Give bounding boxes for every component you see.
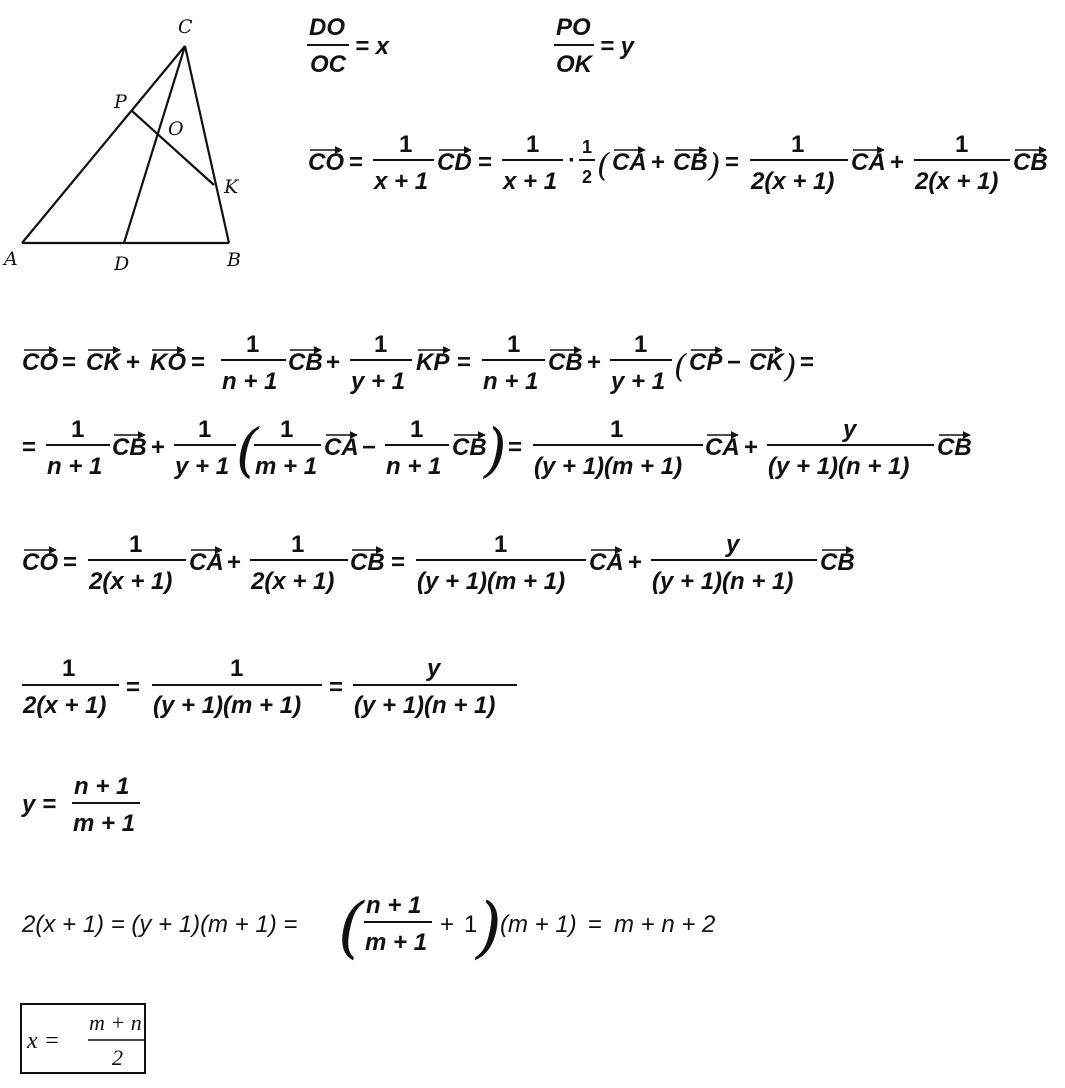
svg-text:y: y (843, 416, 857, 443)
svg-text:=: = (800, 349, 815, 376)
svg-text:CB: CB (548, 349, 583, 376)
svg-text:−: − (362, 434, 377, 461)
svg-text:CA: CA (589, 549, 624, 576)
svg-text:y + 1: y + 1 (175, 453, 230, 480)
svg-text:=: = (588, 911, 603, 938)
svg-text:=: = (126, 674, 141, 701)
label-c: C (178, 16, 193, 38)
label-p: P (114, 91, 127, 113)
svg-text:n + 1: n + 1 (386, 453, 442, 480)
co-via-k-line1 (22, 331, 814, 395)
svg-text:=: = (22, 434, 37, 461)
svg-text:(: ( (338, 889, 364, 966)
svg-text:1: 1 (955, 131, 969, 158)
svg-text:(y + 1)(n + 1): (y + 1)(n + 1) (652, 568, 794, 595)
svg-text:CA: CA (851, 149, 886, 176)
svg-text:CD: CD (437, 149, 472, 176)
svg-text:2(x + 1): 2(x + 1) (915, 168, 999, 195)
svg-text:DO: DO (309, 14, 345, 41)
svg-text:=: = (349, 149, 364, 176)
svg-text:CB: CB (673, 149, 708, 176)
svg-text:2: 2 (112, 1045, 123, 1070)
svg-text:1: 1 (399, 131, 413, 158)
svg-text:1: 1 (526, 131, 540, 158)
svg-text:=: = (62, 349, 77, 376)
svg-text:=: = (478, 149, 493, 176)
svg-text:+: + (151, 434, 166, 461)
svg-text:=: = (391, 549, 406, 576)
svg-text:1: 1 (634, 331, 648, 358)
svg-text:CA: CA (324, 434, 359, 461)
svg-text:(m + 1): (m + 1) (500, 911, 577, 938)
svg-text:CB: CB (820, 549, 855, 576)
svg-text:1: 1 (230, 655, 244, 682)
svg-text:1: 1 (280, 416, 294, 443)
svg-text:1: 1 (291, 531, 305, 558)
svg-text:2: 2 (582, 167, 593, 187)
svg-text:=: = (63, 549, 78, 576)
svg-text:+: + (326, 349, 341, 376)
label-b: B (227, 249, 241, 271)
svg-text:CA: CA (705, 434, 740, 461)
svg-text:CB: CB (112, 434, 147, 461)
svg-text:PO: PO (556, 14, 591, 41)
svg-text:CB: CB (1013, 149, 1048, 176)
ratio-x-equation (307, 14, 391, 78)
svg-text:n + 1: n + 1 (222, 368, 278, 395)
svg-text:CB: CB (452, 434, 487, 461)
final-answer-box (20, 1003, 146, 1074)
ratio-y-equation (554, 14, 636, 78)
final-answer (22, 1005, 144, 1072)
svg-text:n + 1: n + 1 (74, 773, 130, 800)
label-o: O (168, 118, 184, 140)
svg-text:CO: CO (22, 549, 58, 576)
svg-text:(: ( (597, 146, 610, 184)
svg-text:CA: CA (189, 549, 224, 576)
svg-text:(y + 1)(m + 1): (y + 1)(m + 1) (153, 692, 302, 719)
y-result-equation (21, 773, 140, 837)
svg-text:y + 1: y + 1 (351, 368, 406, 395)
svg-text:(y + 1)(n + 1): (y + 1)(n + 1) (354, 692, 496, 719)
svg-text:1: 1 (610, 416, 624, 443)
svg-text:2(x + 1): 2(x + 1) (751, 168, 835, 195)
svg-text:=: = (508, 434, 523, 461)
svg-text:CO: CO (308, 149, 344, 176)
svg-text:2(x + 1): 2(x + 1) (251, 568, 335, 595)
svg-text:1: 1 (464, 911, 478, 938)
svg-text:): ) (784, 347, 797, 385)
svg-text:1: 1 (374, 331, 388, 358)
svg-text:n + 1: n + 1 (366, 892, 422, 919)
svg-text:KP: KP (416, 349, 450, 376)
svg-text:+: + (440, 911, 455, 938)
svg-text:(y + 1)(m + 1): (y + 1)(m + 1) (417, 568, 566, 595)
label-k: K (224, 176, 239, 198)
svg-text:y: y (427, 655, 441, 682)
svg-text:(: ( (236, 416, 259, 484)
svg-text:KO: KO (150, 349, 186, 376)
svg-text:x + 1: x + 1 (374, 168, 429, 195)
svg-text:+: + (744, 434, 759, 461)
svg-text:=: = (191, 349, 206, 376)
label-d: D (114, 253, 130, 275)
svg-text:x =: x = (27, 1028, 60, 1054)
svg-text:1: 1 (62, 655, 76, 682)
svg-text:2(x + 1): 2(x + 1) (23, 692, 107, 719)
svg-text:1: 1 (198, 416, 212, 443)
svg-text:+: + (587, 349, 602, 376)
svg-text:y + 1: y + 1 (611, 368, 666, 395)
svg-text:): ) (484, 416, 507, 484)
x-derivation-equation (21, 889, 715, 966)
svg-text:= x: = x (355, 33, 390, 60)
svg-text:1: 1 (791, 131, 805, 158)
svg-text:+: + (628, 549, 643, 576)
coefficient-equality (22, 655, 517, 719)
label-a: A (4, 248, 18, 270)
svg-text:1: 1 (507, 331, 521, 358)
svg-text:−: − (727, 349, 742, 376)
svg-text:x + 1: x + 1 (503, 168, 558, 195)
svg-text:1: 1 (582, 137, 593, 157)
svg-text:1: 1 (246, 331, 260, 358)
co-via-k-line2 (22, 416, 972, 484)
svg-text:y =: y = (22, 791, 57, 818)
svg-text:2(x + 1): 2(x + 1) (89, 568, 173, 595)
svg-text:1: 1 (71, 416, 85, 443)
svg-text:+: + (651, 149, 666, 176)
svg-text:2(x + 1) = (y + 1)(m + 1) =: 2(x + 1) = (y + 1)(m + 1) = (22, 911, 298, 938)
svg-text:(y + 1)(m + 1): (y + 1)(m + 1) (534, 453, 683, 480)
svg-text:m + 1: m + 1 (255, 453, 318, 480)
svg-text:CB: CB (288, 349, 323, 376)
svg-text:CP: CP (689, 349, 723, 376)
svg-text:m + n + 2: m + n + 2 (614, 911, 716, 938)
svg-text:m + 1: m + 1 (73, 810, 136, 837)
svg-text:=: = (725, 149, 740, 176)
svg-text:CA: CA (612, 149, 647, 176)
svg-text:CO: CO (22, 349, 58, 376)
svg-text:1: 1 (494, 531, 508, 558)
svg-text:n + 1: n + 1 (47, 453, 103, 480)
svg-text:(: ( (674, 347, 687, 385)
svg-text:+: + (890, 149, 905, 176)
svg-text:CB: CB (937, 434, 972, 461)
svg-text:m + 1: m + 1 (365, 929, 428, 956)
co-compare-equation (22, 531, 855, 595)
svg-text:(y + 1)(n + 1): (y + 1)(n + 1) (768, 453, 910, 480)
svg-text:CK: CK (749, 349, 784, 376)
svg-text:): ) (708, 146, 721, 184)
svg-text:=: = (329, 674, 344, 701)
svg-text:·: · (568, 147, 576, 174)
svg-text:OC: OC (310, 51, 346, 78)
svg-text:+: + (126, 349, 141, 376)
svg-text:CK: CK (86, 349, 121, 376)
svg-text:1: 1 (129, 531, 143, 558)
svg-text:=: = (457, 349, 472, 376)
svg-text:1: 1 (410, 416, 424, 443)
svg-text:CB: CB (350, 549, 385, 576)
svg-text:= y: = y (600, 33, 635, 60)
svg-text:+: + (227, 549, 242, 576)
svg-text:): ) (476, 889, 502, 966)
svg-text:OK: OK (556, 51, 592, 78)
svg-text:m + n: m + n (89, 1010, 142, 1035)
co-via-cd-equation (308, 131, 1048, 195)
svg-text:y: y (726, 531, 740, 558)
svg-text:n + 1: n + 1 (483, 368, 539, 395)
